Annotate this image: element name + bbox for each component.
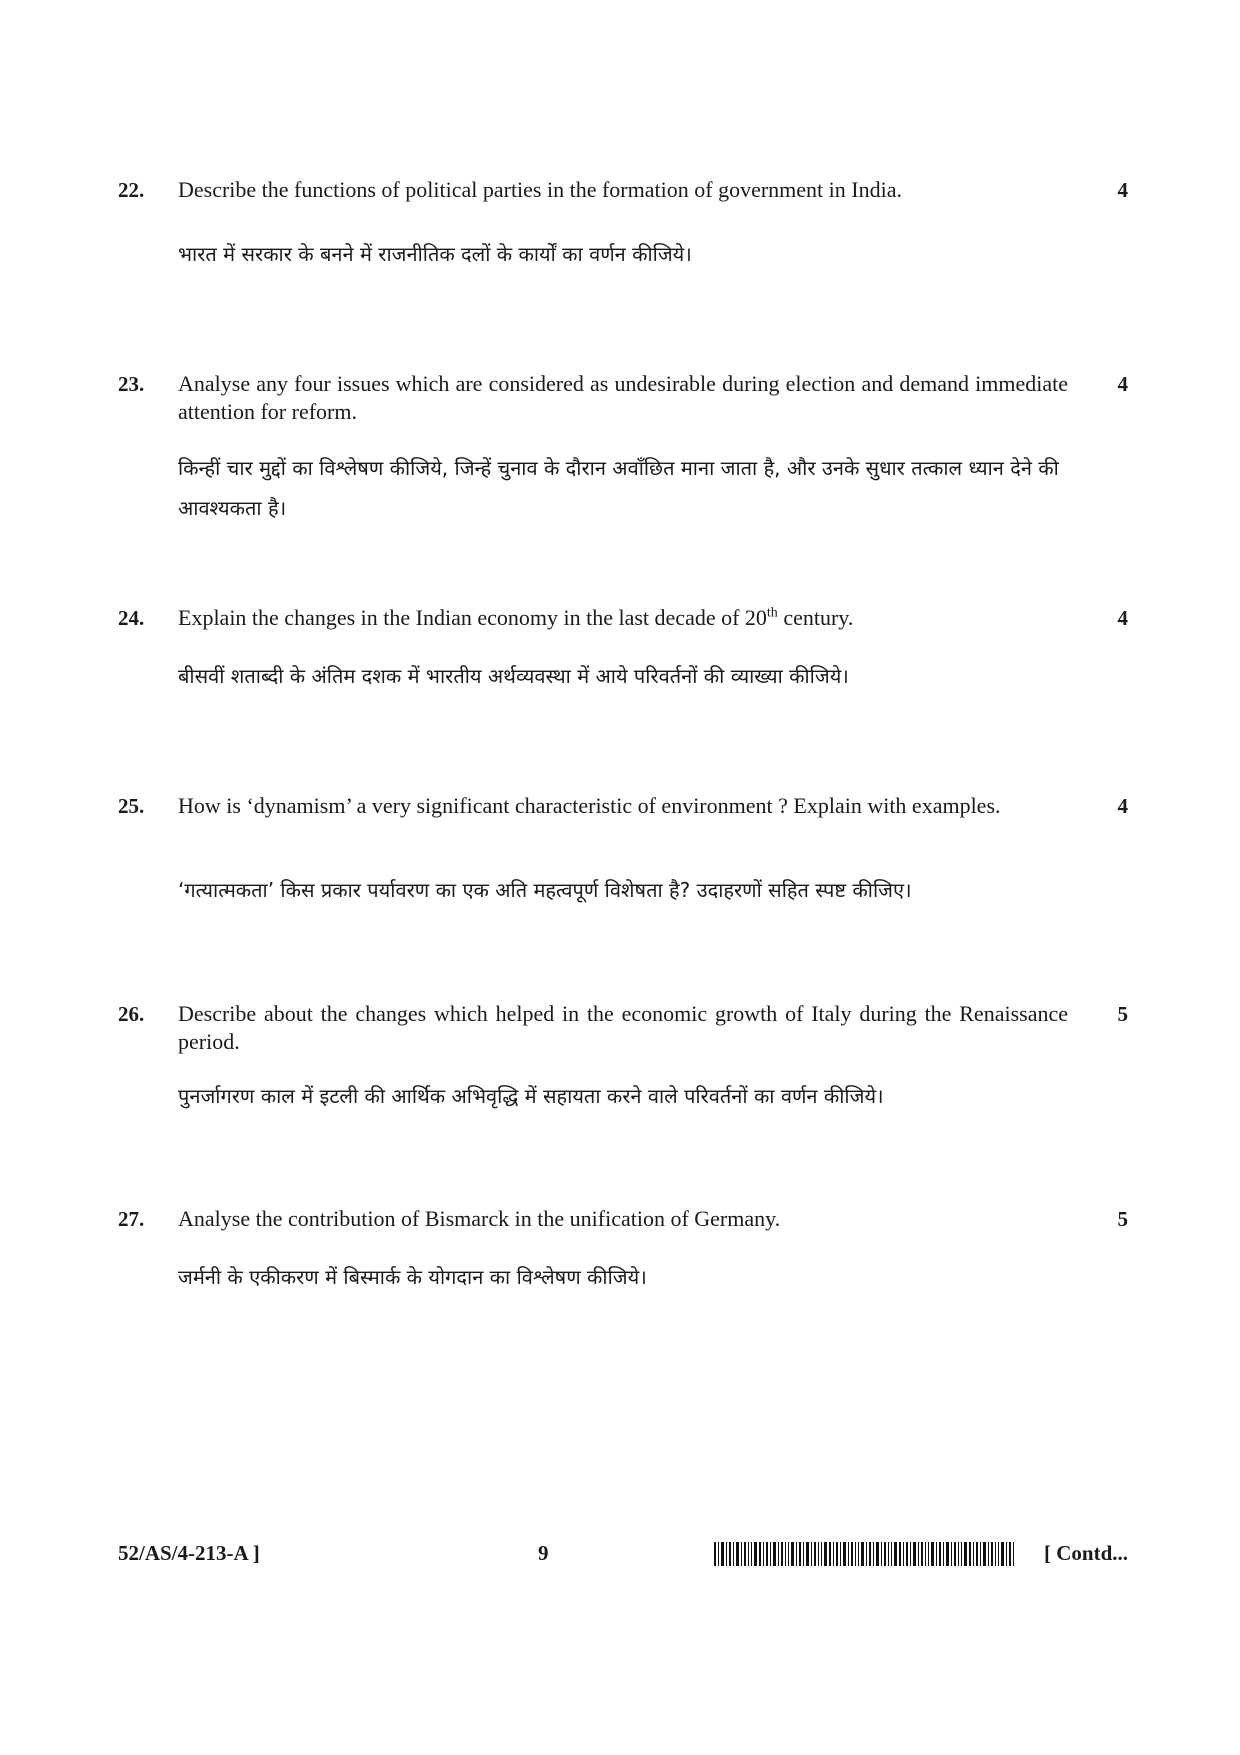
question-text-hindi: जर्मनी के एकीकरण में बिस्मार्क के योगदान का विश्लेषण कीजिये।: [178, 1265, 647, 1289]
question-text: Describe about the changes which helped in the economic growth of Italy during the Renaissance period.: [178, 1001, 1068, 1054]
question-number: 23.: [118, 372, 145, 396]
question-number: 24.: [118, 606, 145, 630]
question-marks: 4: [1117, 794, 1128, 818]
question-text: Analyse any four issues which are considered as undesirable during election and demand immediate attention for reform.: [178, 371, 1068, 424]
question-text: Describe the functions of political parties in the formation of government in India.: [178, 177, 902, 202]
question-number: 22.: [118, 178, 145, 202]
paper-code: 52/AS/4-213-A ]: [118, 1541, 260, 1565]
question-text: [178, 604, 1068, 632]
question-text-hindi: बीसवीं शताब्दी के अंतिम दशक में भारतीय अर्थव्यवस्था में आये परिवर्तनों की व्याख्या कीजिये।: [178, 664, 849, 688]
question-text-hindi: भारत में सरकार के बनने में राजनीतिक दलों के कार्यों का वर्णन कीजिये।: [178, 242, 692, 266]
question-text-hindi: किन्हीं चार मुद्दों का विश्लेषण कीजिये, जिन्हें चुनाव के दौरान अवाँछित माना जाता है, और उनके सुधार तत्काल ध्यान देने की आवश्यकता है।: [178, 456, 1059, 520]
page-number: 9: [538, 1541, 549, 1565]
question-text: How is ‘dynamism’ a very significant characteristic of environment ? Explain with examples.: [178, 793, 1001, 818]
barcode-icon: [714, 1542, 1014, 1566]
continued-label: [ Contd...: [1043, 1541, 1128, 1565]
page-footer: [118, 1538, 1128, 1568]
question-text-part: Explain the changes in the Indian economy in the last decade of 20: [178, 605, 767, 630]
question-marks: 5: [1117, 1207, 1128, 1231]
question-marks: 4: [1117, 178, 1128, 202]
question-marks: 4: [1117, 606, 1128, 630]
question-text-hindi: पुनर्जागरण काल में इटली की आर्थिक अभिवृद्धि में सहायता करने वाले परिवर्तनों का वर्णन कीजिये।: [178, 1084, 884, 1108]
question-number: 25.: [118, 794, 145, 818]
question-text: Analyse the contribution of Bismarck in the unification of Germany.: [178, 1206, 781, 1231]
question-marks: 4: [1117, 372, 1128, 396]
question-number: 26.: [118, 1002, 145, 1026]
question-text-hindi: ‘गत्यात्मकता’ किस प्रकार पर्यावरण का एक अति महत्वपूर्ण विशेषता है? उदाहरणों सहित स्पष्ट कीजिए।: [178, 878, 912, 902]
question-number: 27.: [118, 1207, 145, 1231]
question-text-part: century.: [777, 605, 854, 630]
question-marks: 5: [1117, 1002, 1128, 1026]
superscript: th: [766, 605, 778, 621]
